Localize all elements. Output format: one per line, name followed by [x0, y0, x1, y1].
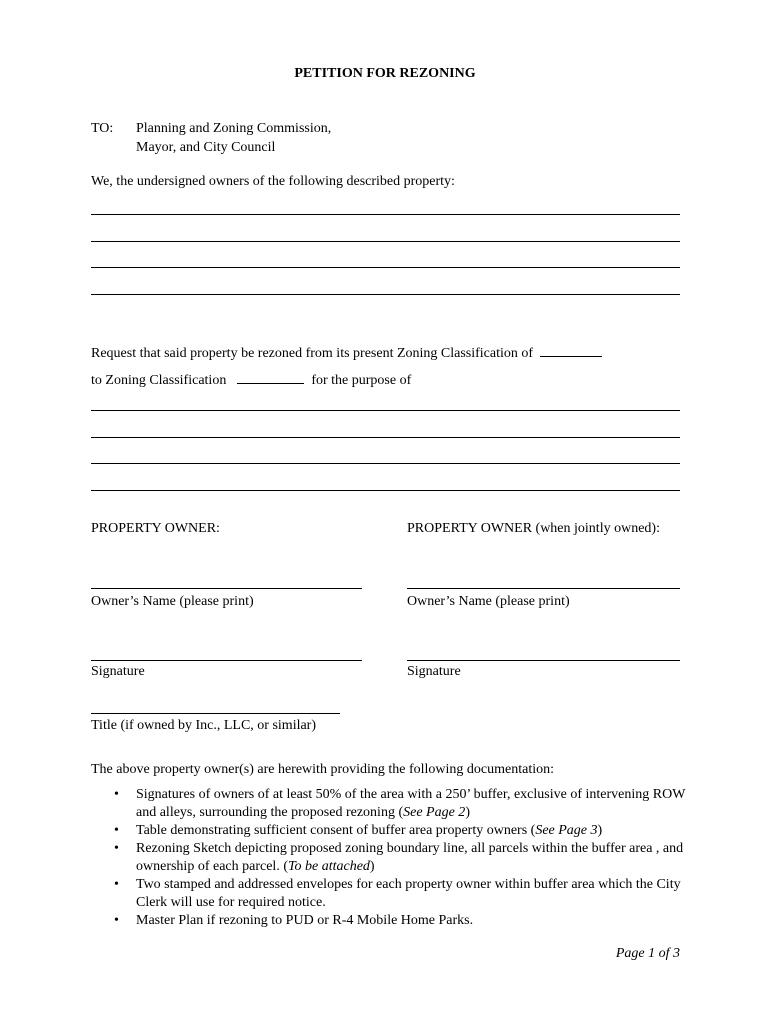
- page-number: Page 1 of 3: [615, 946, 680, 961]
- property-description-line-3[interactable]: [91, 267, 680, 268]
- purpose-line-2[interactable]: [91, 437, 680, 438]
- request-line-2: [91, 370, 411, 389]
- to-label: TO:: [91, 121, 114, 136]
- joint-owner-heading: PROPERTY OWNER (when jointly owned):: [407, 521, 660, 536]
- owner-name-line[interactable]: [91, 588, 362, 589]
- documentation-item-text: Master Plan if rezoning to PUD or R-4 Mobile Home Parks.: [136, 913, 474, 928]
- property-intro: We, the undersigned owners of the following described property:: [91, 174, 455, 189]
- purpose-line-1[interactable]: [91, 410, 680, 411]
- request-line-1: [91, 343, 602, 362]
- joint-owner-signature-line[interactable]: [407, 660, 680, 661]
- documentation-item-reference: See Page 3: [535, 823, 598, 838]
- page-title: PETITION FOR REZONING: [294, 66, 476, 81]
- request-present-text: Request that said property be rezoned from its present Zoning Classification of: [91, 346, 534, 361]
- documentation-item-text: Signatures of owners of at least 50% of the area with a 250’ buffer, exclusive of intervening ROW and alleys, surrounding the proposed rezoning (: [136, 787, 686, 820]
- documentation-item: [91, 786, 691, 822]
- property-description-line-4[interactable]: [91, 294, 680, 295]
- documentation-item-text: Two stamped and addressed envelopes for each property owner within buffer area which the City Clerk will use for required notice.: [136, 877, 681, 910]
- bullet-icon: •: [114, 913, 119, 928]
- owner-signature-line[interactable]: [91, 660, 362, 661]
- joint-owner-signature-label: Signature: [407, 664, 461, 679]
- property-owner-heading: PROPERTY OWNER:: [91, 521, 220, 536]
- request-to-zoning-text: to Zoning Classification: [91, 373, 227, 388]
- bullet-icon: •: [114, 787, 119, 802]
- purpose-line-3[interactable]: [91, 463, 680, 464]
- property-description-line-1[interactable]: [91, 214, 680, 215]
- property-description-line-2[interactable]: [91, 241, 680, 242]
- documentation-item-text: Table demonstrating sufficient consent of buffer area property owners (: [136, 823, 536, 838]
- owner-name-label: Owner’s Name (please print): [91, 594, 254, 609]
- purpose-line-4[interactable]: [91, 490, 680, 491]
- documentation-item-close: ): [465, 805, 470, 820]
- owner-title-label: Title (if owned by Inc., LLC, or similar): [91, 718, 317, 733]
- joint-owner-name-line[interactable]: [407, 588, 680, 589]
- documentation-list: [91, 786, 691, 930]
- bullet-icon: •: [114, 823, 119, 838]
- documentation-item-close: ): [597, 823, 603, 838]
- bullet-icon: •: [114, 841, 119, 856]
- to-recipient-line-1: Planning and Zoning Commission,: [136, 121, 332, 136]
- documentation-item-text: Rezoning Sketch depicting proposed zoning boundary line, all parcels within the buffer area , and ownership of each parcel. (: [136, 841, 684, 874]
- documentation-item-reference: To be attached: [287, 859, 370, 874]
- documentation-item: [91, 822, 691, 840]
- owner-signature-label: Signature: [91, 664, 145, 679]
- joint-owner-name-label: Owner’s Name (please print): [407, 594, 570, 609]
- documentation-item-close: ): [369, 859, 375, 874]
- documentation-item: [91, 912, 691, 930]
- owner-title-line[interactable]: [91, 713, 340, 714]
- documentation-intro: The above property owner(s) are herewith providing the following documentation:: [91, 762, 555, 777]
- present-zoning-blank[interactable]: [540, 343, 602, 357]
- request-purpose-text: for the purpose of: [311, 373, 412, 388]
- bullet-icon: •: [114, 877, 119, 892]
- new-zoning-blank[interactable]: [237, 370, 304, 384]
- documentation-item-reference: See Page 2: [403, 805, 466, 820]
- documentation-item: [91, 876, 691, 912]
- to-recipient-line-2: Mayor, and City Council: [136, 140, 276, 155]
- documentation-item: [91, 840, 691, 876]
